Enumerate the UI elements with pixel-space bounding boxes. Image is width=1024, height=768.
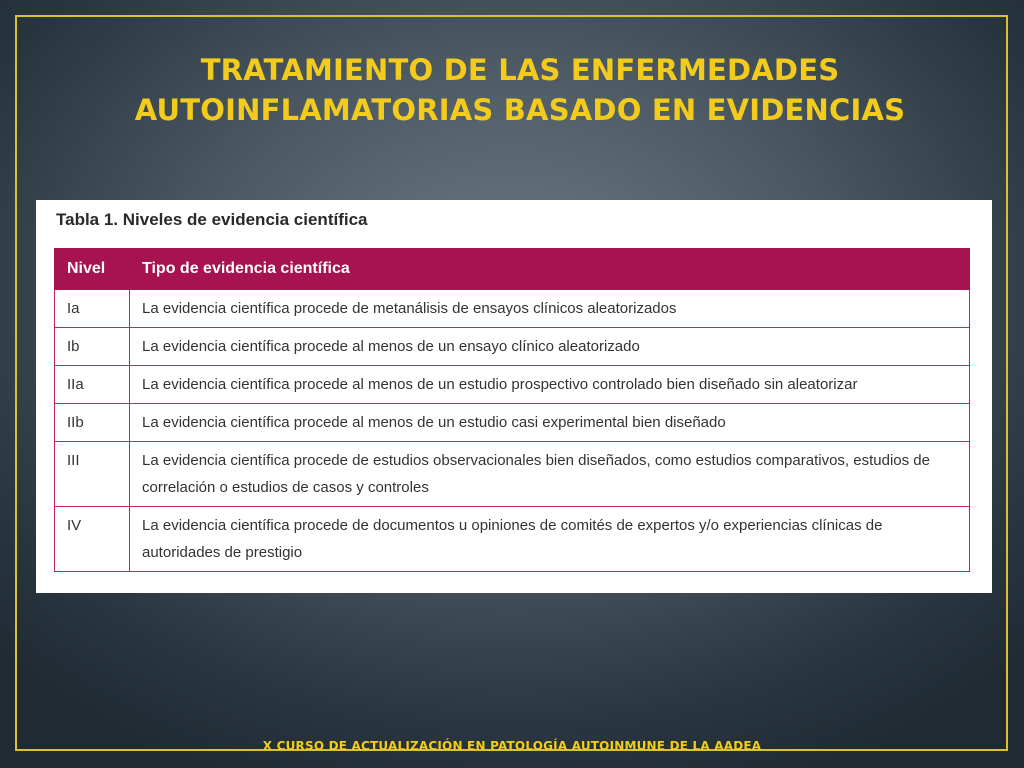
header-nivel: Nivel [55, 249, 130, 290]
row-level: IV [55, 507, 130, 572]
row-description: La evidencia científica procede al menos de un estudio prospectivo controlado bien diseñado sin aleatorizar [130, 366, 970, 404]
slide-title-line-1: TRATAMIENTO DE LAS ENFERMEDADES [200, 53, 840, 87]
table-row [55, 404, 970, 442]
row-description: La evidencia científica procede de metanálisis de ensayos clínicos aleatorizados [130, 290, 970, 328]
table-header-row [55, 249, 970, 290]
row-level: Ib [55, 328, 130, 366]
row-level: IIb [55, 404, 130, 442]
table-row [55, 507, 970, 572]
table-row [55, 328, 970, 366]
row-description: La evidencia científica procede al menos de un estudio casi experimental bien diseñado [130, 404, 970, 442]
table-caption: Tabla 1. Niveles de evidencia científica [56, 210, 368, 229]
table-row [55, 442, 970, 507]
table-row [55, 290, 970, 328]
slide-footer: X CURSO DE ACTUALIZACIÓN EN PATOLOGÍA AUTOINMUNE DE LA AADEA [262, 739, 762, 753]
row-level: III [55, 442, 130, 507]
table-panel [36, 200, 992, 593]
row-level: IIa [55, 366, 130, 404]
header-tipo-evidencia: Tipo de evidencia científica [130, 249, 970, 290]
row-description: La evidencia científica procede al menos de un ensayo clínico aleatorizado [130, 328, 970, 366]
row-description: La evidencia científica procede de documentos u opiniones de comités de expertos y/o experiencias clínicas de autoridades de prestigio [130, 507, 970, 572]
table-row [55, 366, 970, 404]
row-description: La evidencia científica procede de estudios observacionales bien diseñados, como estudios comparativos, estudios de correlación o estudios de casos y controles [130, 442, 970, 507]
evidence-table [54, 248, 970, 572]
slide-title-line-2: AUTOINFLAMATORIAS BASADO EN EVIDENCIAS [134, 93, 906, 127]
row-level: Ia [55, 290, 130, 328]
slide-title [60, 50, 980, 130]
